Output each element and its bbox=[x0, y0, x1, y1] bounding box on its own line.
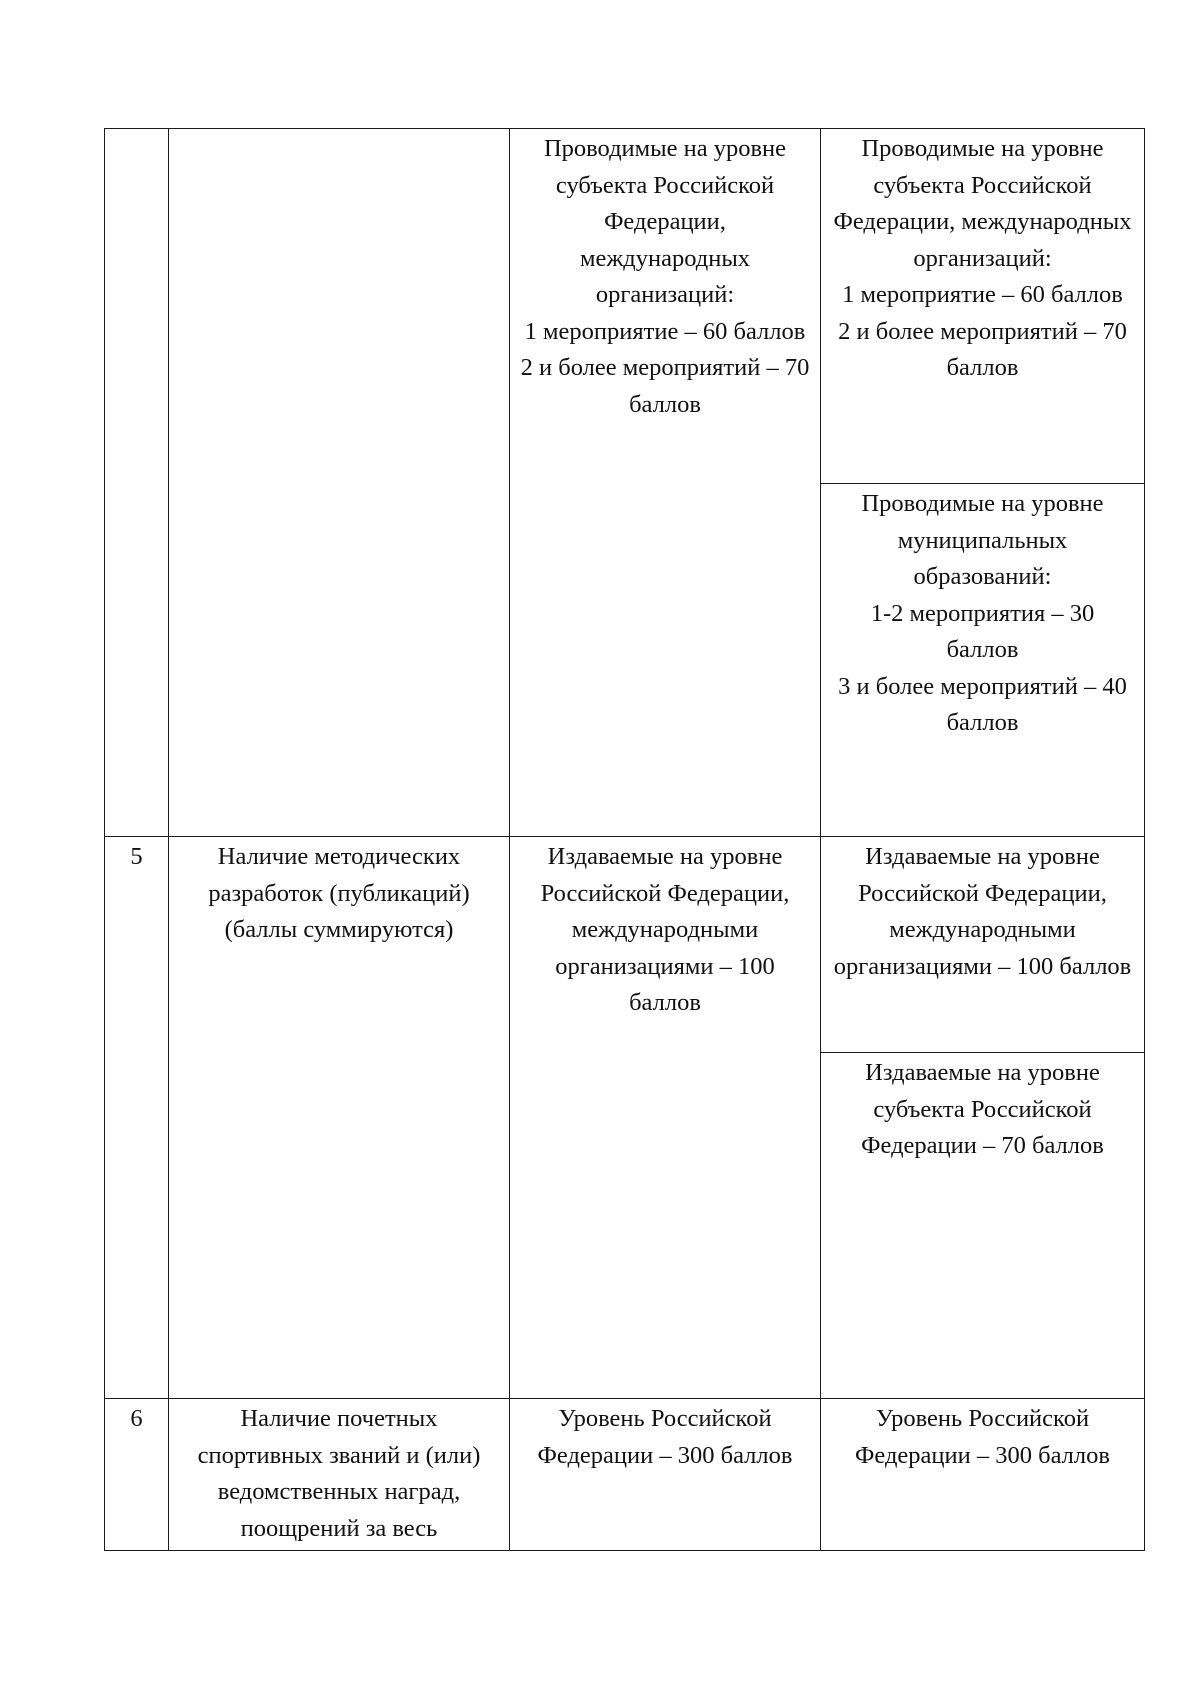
prev-period-cell: Проводимые на уровне субъекта Российской Федерации, международных организаций: 1 мероприятие – 60 баллов 2 и более мероприятий – 70 баллов bbox=[510, 129, 821, 837]
prev-period-cell: Издаваемые на уровне Российской Федерации, международными организациями – 100 баллов bbox=[510, 837, 821, 1399]
current-period-cell: Издаваемые на уровне субъекта Российской Федерации – 70 баллов bbox=[821, 1053, 1145, 1399]
table-row bbox=[105, 1399, 1145, 1551]
current-period-cell: Издаваемые на уровне Российской Федерации, международными организациями – 100 баллов bbox=[821, 837, 1145, 1053]
criteria-table bbox=[104, 128, 1145, 1551]
prev-period-cell: Уровень Российской Федерации – 300 баллов bbox=[510, 1399, 821, 1551]
table-row bbox=[105, 129, 1145, 484]
criterion-cell: Наличие методических разработок (публикаций) (баллы суммируются) bbox=[169, 837, 510, 1399]
current-period-cell: Проводимые на уровне субъекта Российской Федерации, международных организаций: 1 мероприятие – 60 баллов 2 и более мероприятий – 70 баллов bbox=[821, 129, 1145, 484]
criterion-cell bbox=[169, 129, 510, 837]
row-number: 5 bbox=[105, 837, 169, 1399]
row-number bbox=[105, 129, 169, 837]
criterion-cell: Наличие почетных спортивных званий и (или) ведомственных наград, поощрений за весь bbox=[169, 1399, 510, 1551]
table-row bbox=[105, 837, 1145, 1053]
current-period-cell: Проводимые на уровне муниципальных образований: 1-2 мероприятия – 30 баллов 3 и более мероприятий – 40 баллов bbox=[821, 484, 1145, 837]
current-period-cell: Уровень Российской Федерации – 300 баллов bbox=[821, 1399, 1145, 1551]
row-number: 6 bbox=[105, 1399, 169, 1551]
document-page bbox=[104, 128, 1144, 1550]
